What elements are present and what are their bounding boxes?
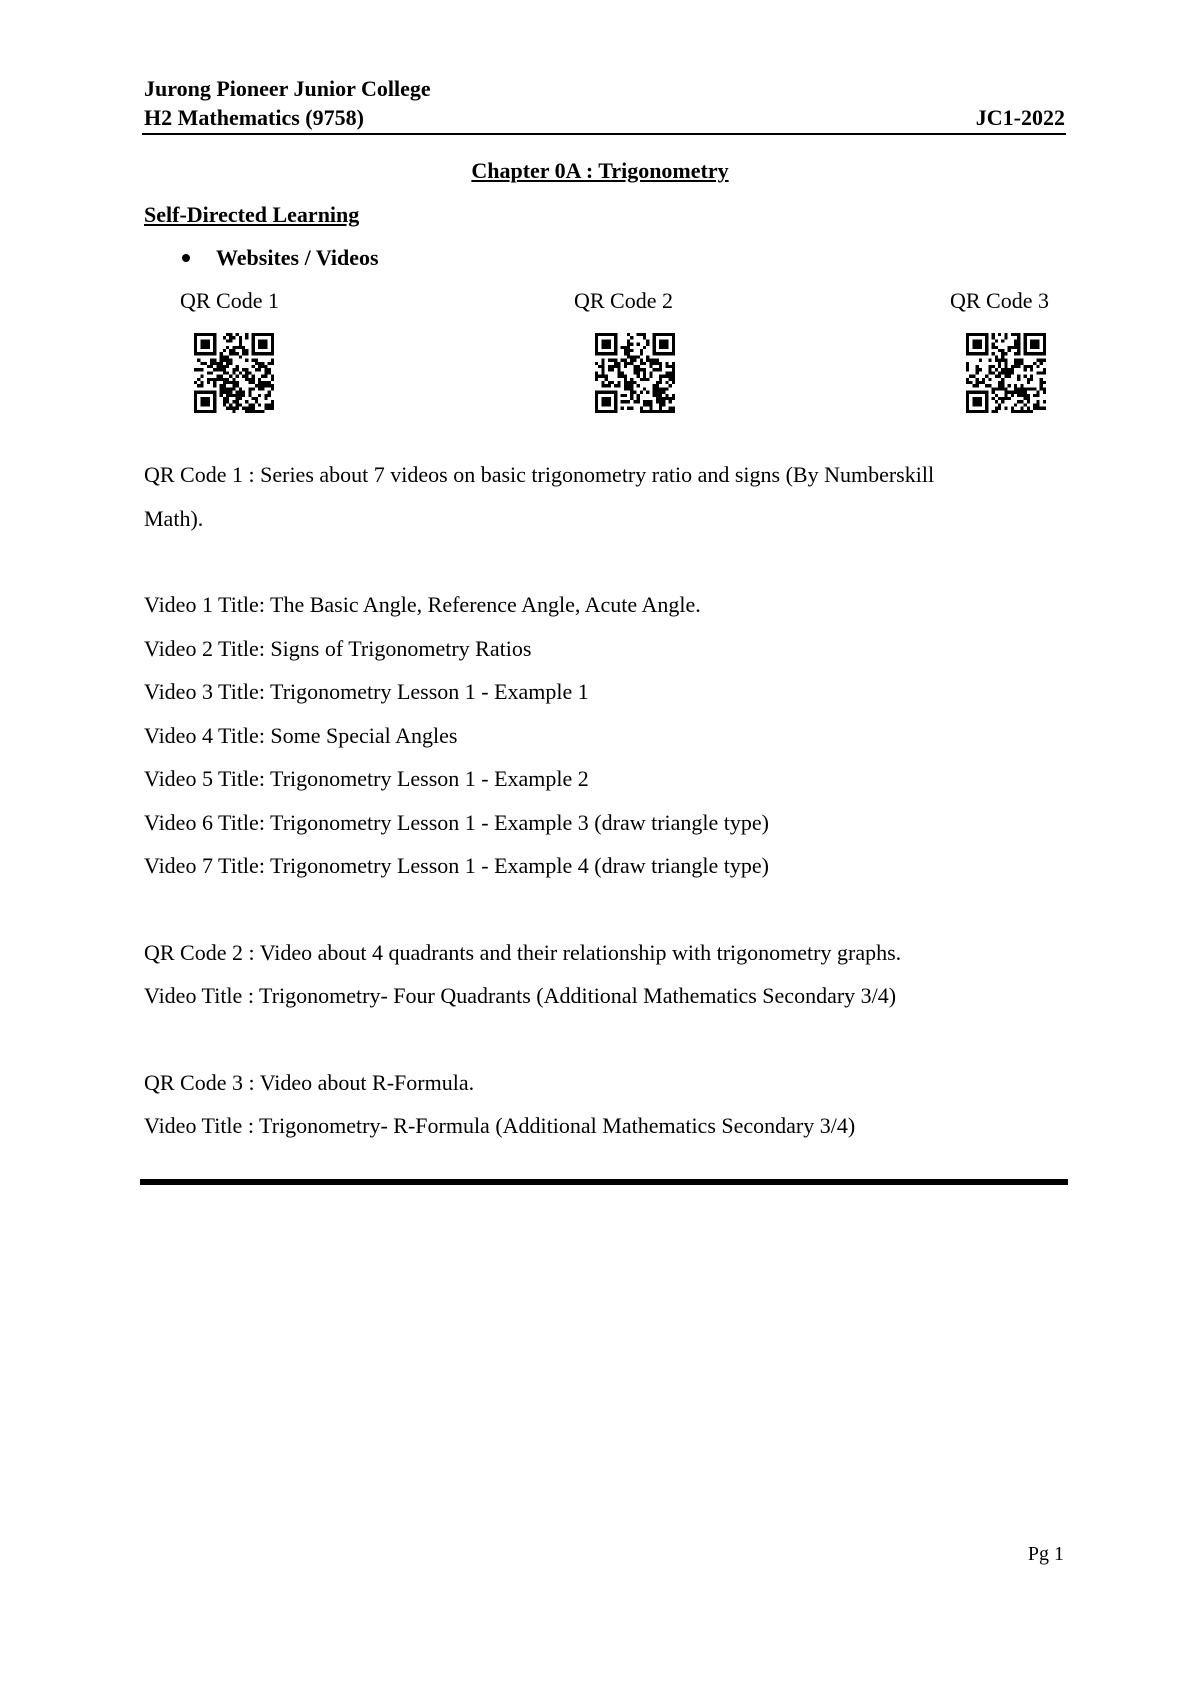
video-title-line: Video 2 Title: Signs of Trigonometry Ratios: [144, 636, 532, 661]
video-title-line: Video 6 Title: Trigonometry Lesson 1 - Example 3 (draw triangle type): [144, 810, 769, 835]
video-title-line: Video 7 Title: Trigonometry Lesson 1 - Example 4 (draw triangle type): [144, 853, 769, 878]
video-title-line: Video 1 Title: The Basic Angle, Reference Angle, Acute Angle.: [144, 592, 701, 617]
qr-code-2[interactable]: [595, 333, 675, 413]
bullet-label: Websites / Videos: [216, 245, 379, 270]
chapter-title: Chapter 0A : Trigonometry: [471, 158, 729, 183]
video-title-line: Video 3 Title: Trigonometry Lesson 1 - Example 1: [144, 679, 589, 704]
qr1-description-line1: QR Code 1 : Series about 7 videos on basic trigonometry ratio and signs (By Numberskill: [144, 462, 935, 487]
bullet-item: [182, 245, 379, 271]
qr2-description: QR Code 2 : Video about 4 quadrants and their relationship with trigonometry graphs.: [144, 940, 902, 965]
qr3-video-title: Video Title : Trigonometry- R-Formula (Additional Mathematics Secondary 3/4): [144, 1113, 856, 1138]
qr-code-3[interactable]: [966, 333, 1046, 413]
qr3-description: QR Code 3 : Video about R-Formula.: [144, 1070, 475, 1095]
header-subject: H2 Mathematics (9758): [144, 105, 364, 130]
section-title: Self-Directed Learning: [144, 202, 360, 227]
video-title-line: Video 4 Title: Some Special Angles: [144, 723, 458, 748]
header-divider: [142, 133, 1066, 135]
qr-code-1-label: QR Code 1: [180, 288, 279, 313]
bullet-icon: [182, 254, 190, 262]
qr-code-2-label: QR Code 2: [574, 288, 673, 313]
video-title-line: Video 5 Title: Trigonometry Lesson 1 - Example 2: [144, 766, 589, 791]
qr1-description-line2: Math).: [144, 506, 204, 531]
page-number: Pg 1: [1027, 1543, 1064, 1565]
qr2-video-title: Video Title : Trigonometry- Four Quadrants (Additional Mathematics Secondary 3/4): [144, 983, 897, 1008]
section-end-divider: [140, 1179, 1068, 1185]
header-college: Jurong Pioneer Junior College: [144, 76, 431, 101]
header-cohort: JC1-2022: [975, 105, 1065, 130]
qr-code-3-label: QR Code 3: [950, 288, 1049, 313]
qr-code-1[interactable]: [194, 333, 274, 413]
